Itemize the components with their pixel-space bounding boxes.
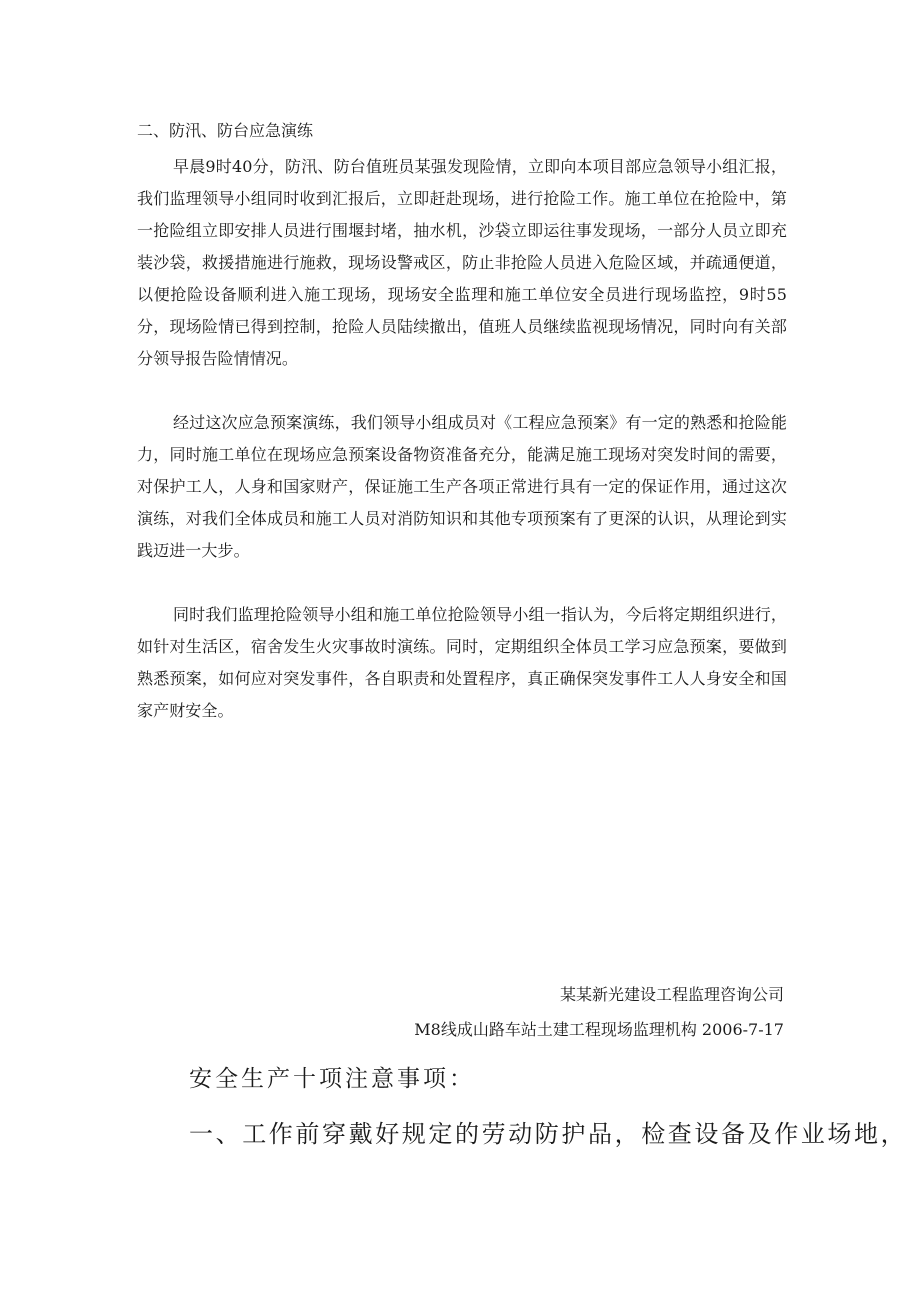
paragraph-future-plan: 同时我们监理抢险领导小组和施工单位抢险领导小组一指认为，今后将定期组织进行，如针对生活区，宿舍发生火灾事故时演练。同时，定期组织全体员工学习应急预案，要做到熟悉预案，如何应对突发事件，各自职责和处置程序，真正确保突发事件工人人身安全和国家产财安全。: [137, 605, 787, 720]
paragraph-drill-evaluation: 经过这次应急预案演练，我们领导小组成员对《工程应急预案》有一定的熟悉和抢险能力，同时施工单位在现场应急预案设备物资准备充分，能满足施工现场对突发时间的需要，对保护工人，人身和国家财产，保证施工生产各项正常进行具有一定的保证作用，通过这次演练，对我们全体成员和施工人员对消防知识和其他专项预案有了更深的认识，从理论到实践迈进一大步。: [137, 413, 787, 560]
paragraph-drill-process: 早晨9时40分，防汛、防台值班员某强发现险情，立即向本项目部应急领导小组汇报，我们监理领导小组同时收到汇报后，立即赶赴现场，进行抢险工作。施工单位在抢险中，第一抢险组立即安排人员进行围堰封堵，抽水机，沙袋立即运往事发现场，一部分人员立即充装沙袋，救援措施进行施救，现场设警戒区，防止非抢险人员进入危险区域，并疏通便道，以便抢险设备顺利进入施工现场，现场安全监理和施工单位安全员进行现场监控，9时55分，现场险情已得到控制，抢险人员陆续撤出，值班人员继续监视现场情况，同时向有关部分领导报告险情情况。: [137, 157, 787, 368]
signature-office-date: M8线成山路车站土建工程现场监理机构 2006-7-17: [414, 1020, 784, 1039]
notice-item-1: 一、工作前穿戴好规定的劳动防护品，检查设备及作业场地，: [189, 1120, 908, 1148]
section-heading: 二、防汛、防台应急演练: [137, 121, 314, 140]
signature-company: 某某新光建设工程监理咨询公司: [559, 985, 784, 1004]
notice-title: 安全生产十项注意事项：: [189, 1066, 475, 1092]
